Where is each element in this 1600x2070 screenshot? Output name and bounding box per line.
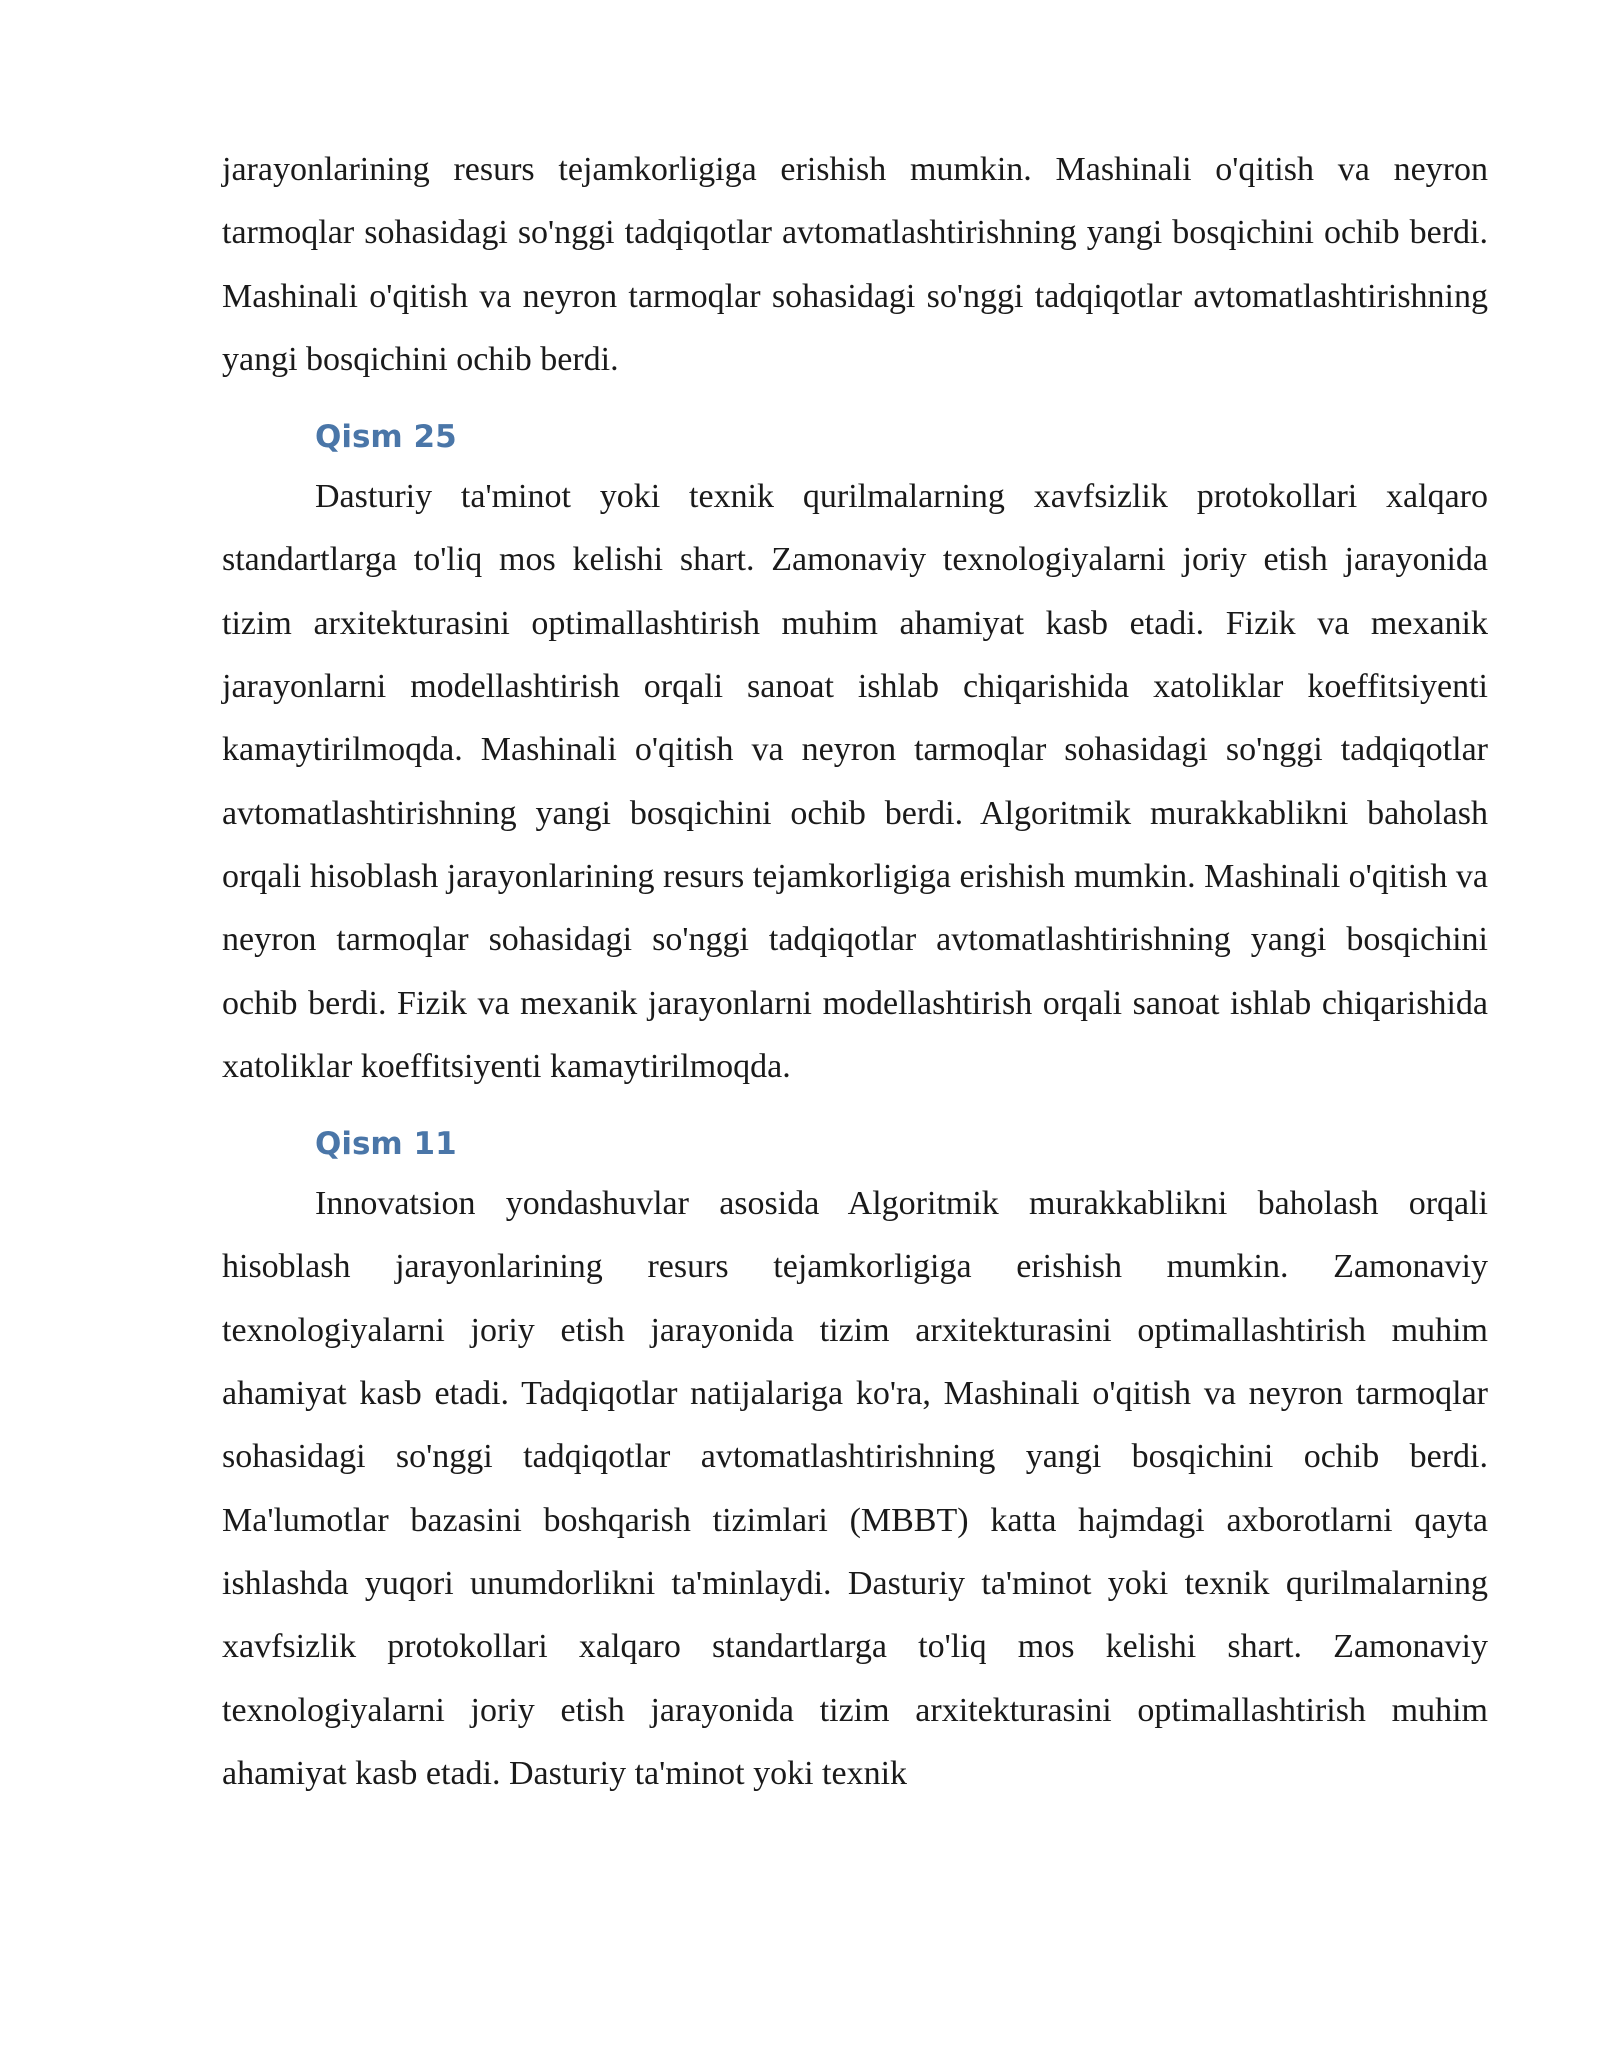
paragraph: jarayonlarining resurs tejamkorligiga erishish mumkin. Mashinali o'qitish va neyron tarmoqlar sohasidagi so'nggi tadqiqotlar avtomatlashtirishning yangi bosqichini ochib berdi. Mashinali o'qitish va neyron tarmoqlar sohasidagi so'nggi tadqiqotlar avtomatlashtirishning yangi bosqichini ochib berdi.	[222, 151, 1488, 378]
paragraph: Dasturiy ta'minot yoki texnik qurilmalarning xavfsizlik protokollari xalqaro standartlarga to'liq mos kelishi shart. Zamonaviy texnologiyalarni joriy etish jarayonida tizim arxitekturasini optimallashtirish muhim ahamiyat kasb etadi. Fizik va mexanik jarayonlarni modellashtirish orqali sanoat ishlab chiqarishida xatoliklar koeffitsiyenti kamaytirilmoqda. Mashinali o'qitish va neyron tarmoqlar sohasidagi so'nggi tadqiqotlar avtomatlashtirishning yangi bosqichini ochib berdi. Algoritmik murakkablikni baholash orqali hisoblash jarayonlarining resurs tejamkorligiga erishish mumkin. Mashinali o'qitish va neyron tarmoqlar sohasidagi so'nggi tadqiqotlar avtomatlashtirishning yangi bosqichini ochib berdi. Fizik va mexanik jarayonlarni modellashtirish orqali sanoat ishlab chiqarishida xatoliklar koeffitsiyenti kamaytirilmoqda.	[222, 478, 1488, 1085]
document-body	[222, 138, 1488, 1805]
section-heading: Qism 11	[315, 1126, 457, 1163]
section-heading: Qism 25	[315, 419, 457, 456]
paragraph: Innovatsion yondashuvlar asosida Algoritmik murakkablikni baholash orqali hisoblash jarayonlarining resurs tejamkorligiga erishish mumkin. Zamonaviy texnologiyalarni joriy etish jarayonida tizim arxitekturasini optimallashtirish muhim ahamiyat kasb etadi. Tadqiqotlar natijalariga ko'ra, Mashinali o'qitish va neyron tarmoqlar sohasidagi so'nggi tadqiqotlar avtomatlashtirishning yangi bosqichini ochib berdi. Ma'lumotlar bazasini boshqarish tizimlari (MBBT) katta hajmdagi axborotlarni qayta ishlashda yuqori unumdorlikni ta'minlaydi. Dasturiy ta'minot yoki texnik qurilmalarning xavfsizlik protokollari xalqaro standartlarga to'liq mos kelishi shart. Zamonaviy texnologiyalarni joriy etish jarayonida tizim arxitekturasini optimallashtirish muhim ahamiyat kasb etadi. Dasturiy ta'minot yoki texnik	[222, 1185, 1488, 1792]
